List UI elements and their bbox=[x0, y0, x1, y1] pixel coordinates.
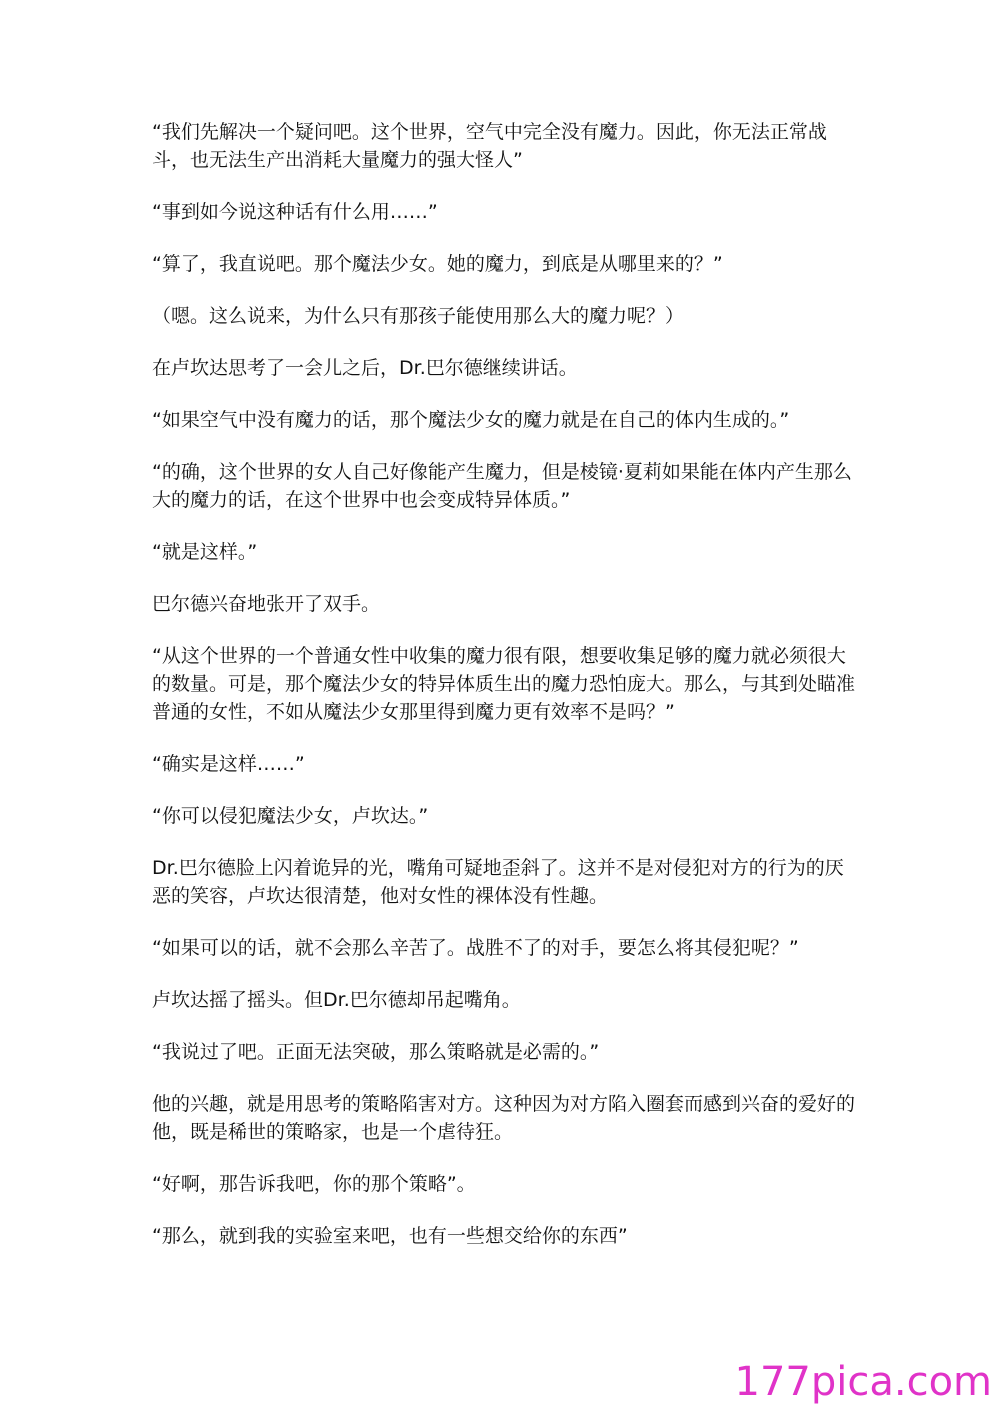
paragraph: “事到如今说这种话有什么用……” bbox=[152, 201, 438, 223]
paragraph: “如果可以的话，就不会那么辛苦了。战胜不了的对手，要怎么将其侵犯呢？” bbox=[152, 937, 799, 959]
paragraph: “确实是这样……” bbox=[152, 753, 305, 775]
body-text bbox=[152, 118, 857, 1274]
paragraph: 在卢坎达思考了一会儿之后，Dr.巴尔德继续讲话。 bbox=[152, 357, 578, 379]
paragraph: “的确，这个世界的女人自己好像能产生魔力，但是棱镜·夏莉如果能在体内产生那么大的魔力的话，在这个世界中也会变成特异体质。” bbox=[152, 461, 852, 511]
paragraph: “你可以侵犯魔法少女，卢坎达。” bbox=[152, 805, 429, 827]
site-watermark: 177pica.com bbox=[734, 1359, 992, 1405]
paragraph: 卢坎达摇了摇头。但Dr.巴尔德却吊起嘴角。 bbox=[152, 989, 521, 1011]
paragraph: “从这个世界的一个普通女性中收集的魔力很有限，想要收集足够的魔力就必须很大的数量。可是，那个魔法少女的特异体质生出的魔力恐怕庞大。那么，与其到处瞄准普通的女性，不如从魔法少女那里得到魔力更有效率不是吗？” bbox=[152, 645, 856, 723]
paragraph: 巴尔德兴奋地张开了双手。 bbox=[152, 593, 381, 615]
paragraph: “好啊，那告诉我吧，你的那个策略”。 bbox=[152, 1173, 476, 1195]
paragraph: “我说过了吧。正面无法突破，那么策略就是必需的。” bbox=[152, 1041, 600, 1063]
paragraph: “那么，就到我的实验室来吧，也有一些想交给你的东西” bbox=[152, 1225, 628, 1247]
paragraph: Dr.巴尔德脸上闪着诡异的光，嘴角可疑地歪斜了。这并不是对侵犯对方的行为的厌恶的笑容，卢坎达很清楚，他对女性的裸体没有性趣。 bbox=[152, 857, 844, 907]
paragraph: （嗯。这么说来，为什么只有那孩子能使用那么大的魔力呢？） bbox=[152, 305, 685, 327]
paragraph: “如果空气中没有魔力的话，那个魔法少女的魔力就是在自己的体内生成的。” bbox=[152, 409, 790, 431]
paragraph: “就是这样。” bbox=[152, 541, 258, 563]
paragraph: 他的兴趣，就是用思考的策略陷害对方。这种因为对方陷入圈套而感到兴奋的爱好的他，既是稀世的策略家，也是一个虐待狂。 bbox=[152, 1093, 856, 1143]
paragraph: “算了，我直说吧。那个魔法少女。她的魔力，到底是从哪里来的？” bbox=[152, 253, 723, 275]
paragraph: “我们先解决一个疑问吧。这个世界，空气中完全没有魔力。因此，你无法正常战斗，也无法生产出消耗大量魔力的强大怪人” bbox=[152, 121, 827, 171]
